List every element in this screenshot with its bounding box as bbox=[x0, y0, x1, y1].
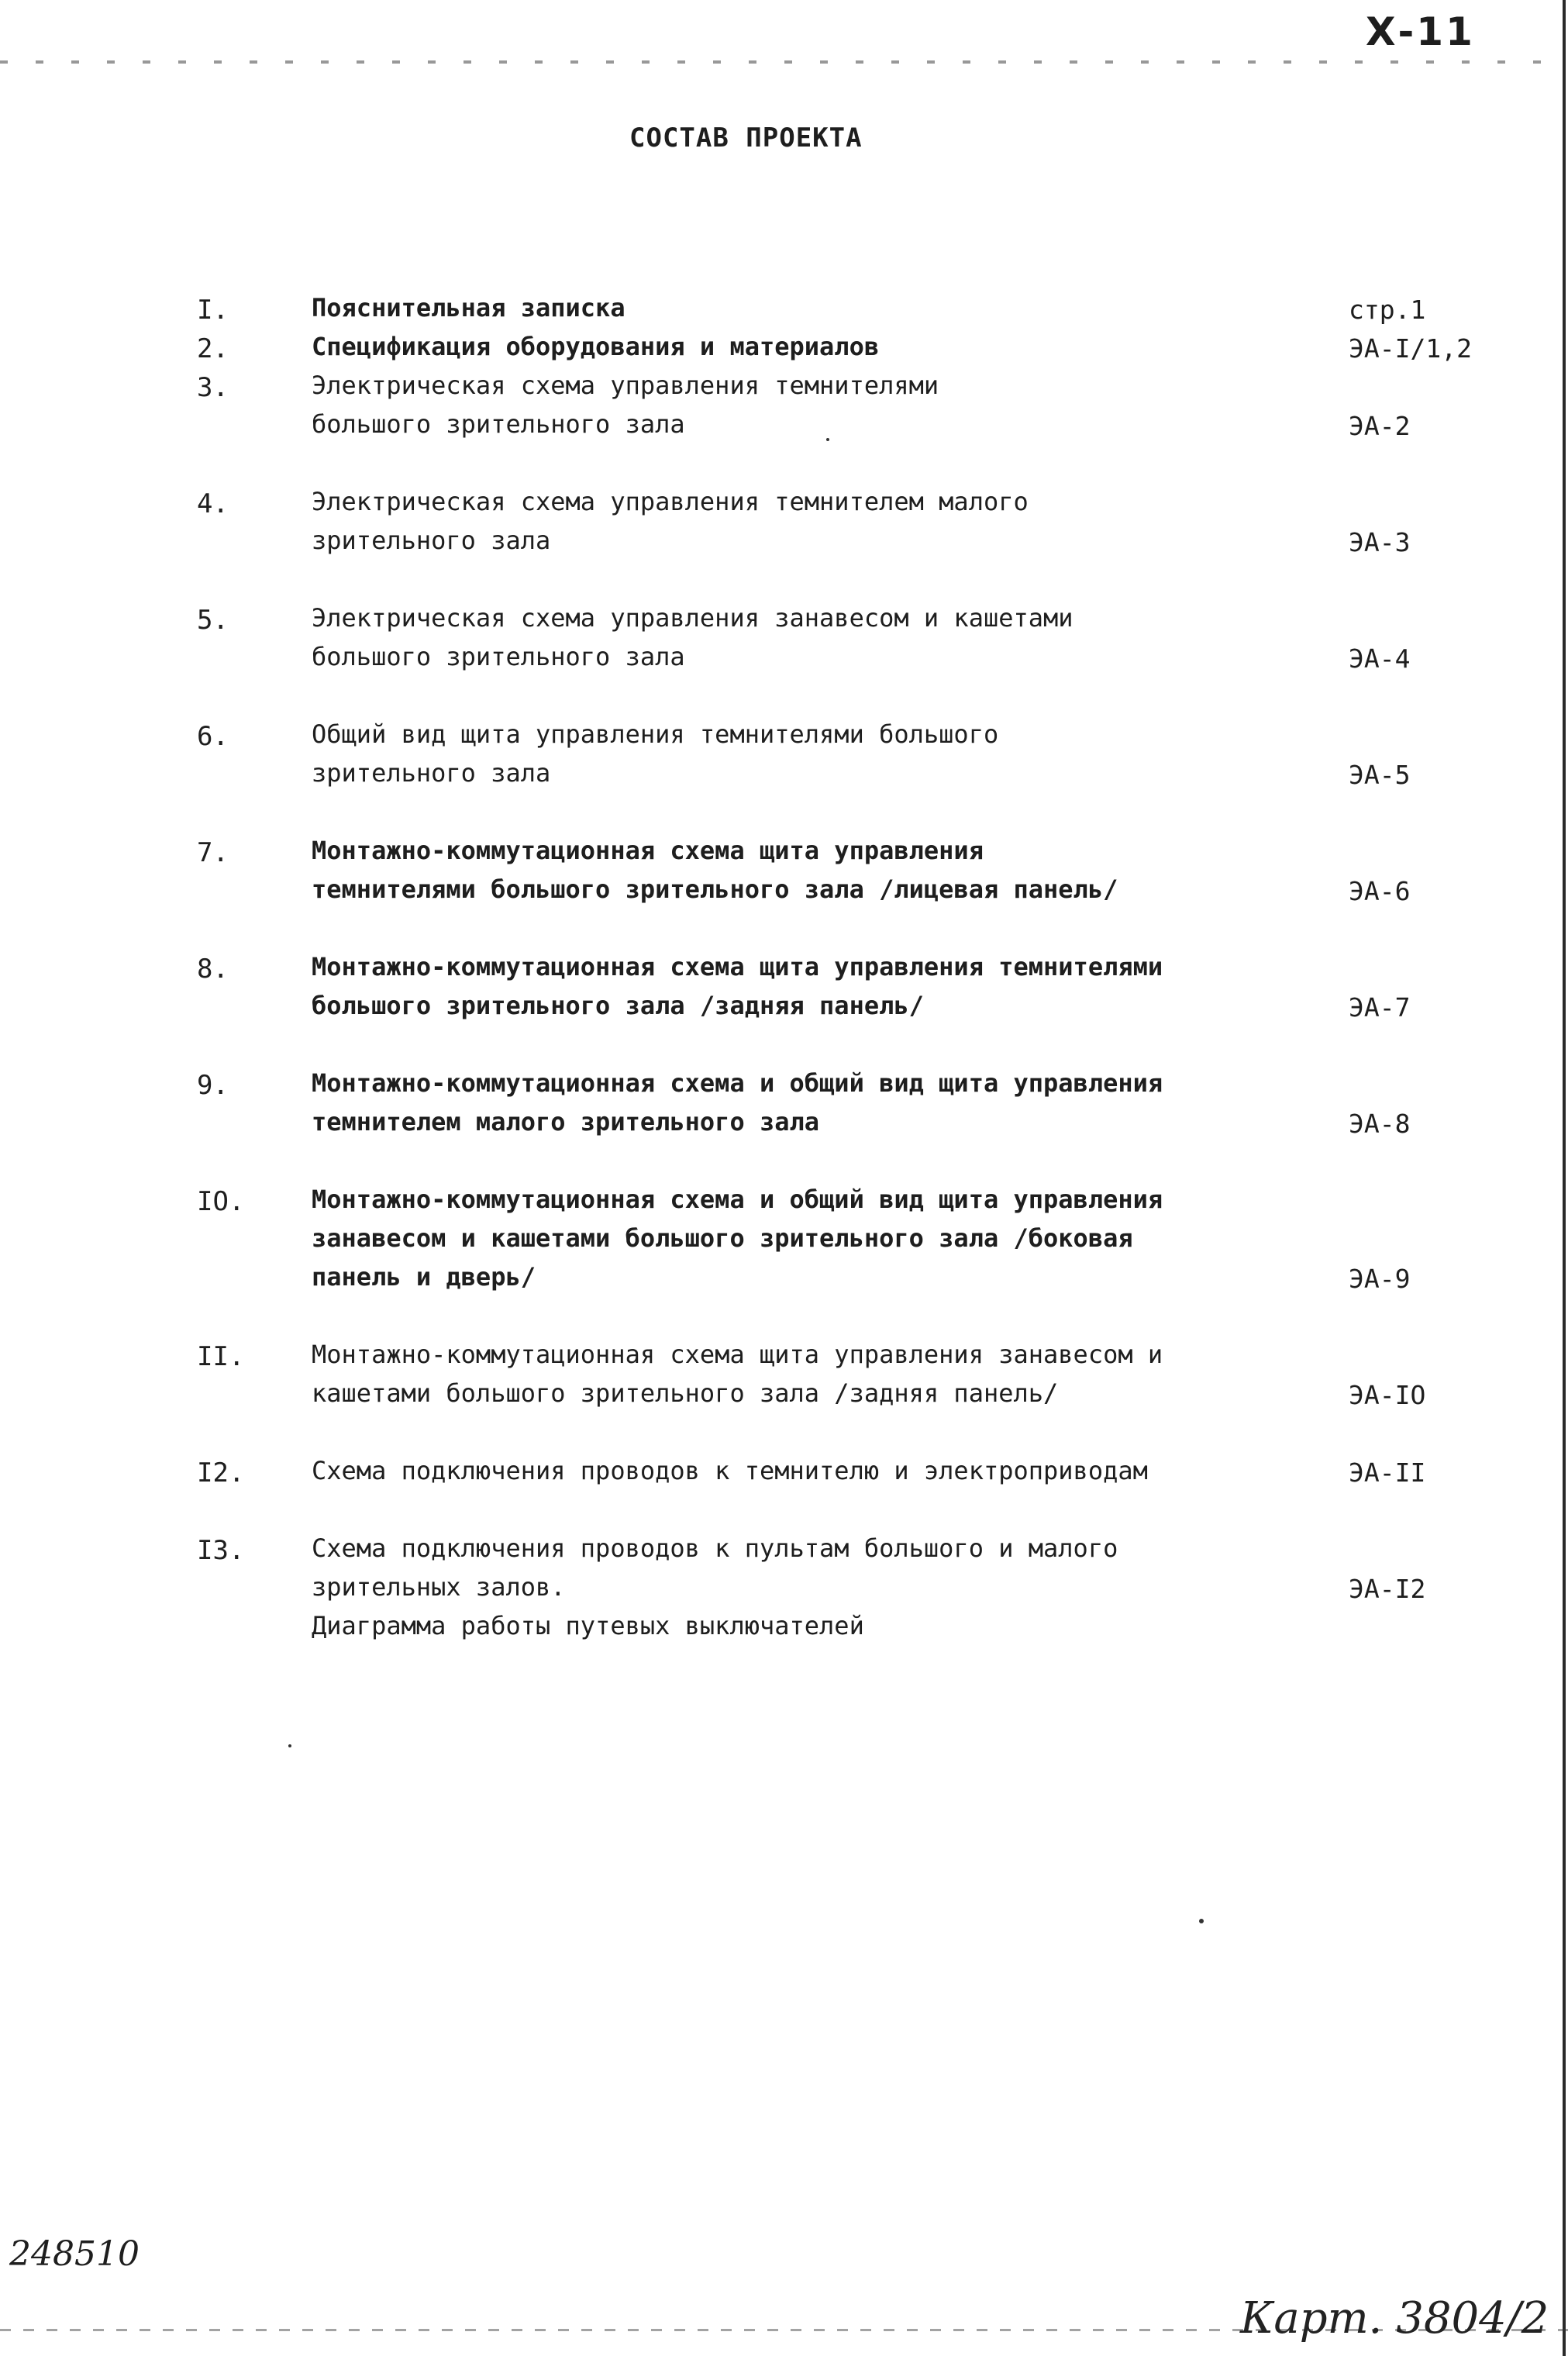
item-sheet-code: ЭА-7 bbox=[1349, 992, 1411, 1023]
item-text-line: Электрическая схема управления занавесом и кашетами bbox=[312, 603, 1073, 633]
item-sheet-code: ЭА-IO bbox=[1349, 1380, 1426, 1410]
scan-speck bbox=[1199, 1919, 1204, 1923]
item-text-line: темнителем малого зрительного зала bbox=[312, 1107, 820, 1137]
item-text-line: панель и дверь/ bbox=[312, 1262, 536, 1292]
item-number: 5. bbox=[197, 605, 229, 636]
item-sheet-code: ЭА-6 bbox=[1349, 876, 1411, 906]
item-sheet-code: ЭА-5 bbox=[1349, 760, 1411, 790]
item-text-line: Монтажно-коммутационная схема и общий вид щита управления bbox=[312, 1185, 1163, 1214]
item-number: 2. bbox=[197, 333, 229, 364]
scan-speck bbox=[288, 1744, 291, 1747]
item-text-line: зрительного зала bbox=[312, 758, 551, 788]
item-sheet-code: ЭА-8 bbox=[1349, 1109, 1411, 1139]
top-dashed-line bbox=[0, 60, 1568, 64]
item-text-line: Монтажно-коммутационная схема и общий вид щита управления bbox=[312, 1068, 1163, 1098]
item-text-line: Спецификация оборудования и материалов bbox=[312, 332, 880, 361]
item-sheet-code: ЭА-I2 bbox=[1349, 1574, 1426, 1604]
item-sheet-code: ЭА-I/1,2 bbox=[1349, 333, 1472, 364]
page-border-right bbox=[1563, 0, 1566, 2356]
item-text-line: Электрическая схема управления темнителем малого bbox=[312, 487, 1029, 516]
item-text-line: Схема подключения проводов к пультам большого и малого bbox=[312, 1533, 1118, 1563]
item-number: I. bbox=[197, 295, 229, 326]
item-number: 8. bbox=[197, 954, 229, 985]
item-sheet-code: стр.1 bbox=[1349, 295, 1426, 325]
item-number: I2. bbox=[197, 1457, 245, 1488]
sheet-number: Х-11 bbox=[1366, 9, 1475, 54]
item-text-line: большого зрительного зала bbox=[312, 409, 685, 439]
item-number: 4. bbox=[197, 488, 229, 519]
item-number: 9. bbox=[197, 1070, 229, 1101]
item-text-line: зрительных залов. bbox=[312, 1572, 566, 1602]
item-sheet-code: ЭА-II bbox=[1349, 1457, 1426, 1488]
item-text-line: Пояснительная записка bbox=[312, 293, 625, 323]
item-number: IO. bbox=[197, 1186, 245, 1217]
item-text-line: Общий вид щита управления темнителями большого bbox=[312, 719, 999, 749]
card-note: Карт. 3804/2 bbox=[1240, 2293, 1549, 2344]
item-text-line: зрительного зала bbox=[312, 526, 551, 555]
item-number: I3. bbox=[197, 1535, 245, 1566]
scan-speck bbox=[826, 438, 829, 441]
item-number: 7. bbox=[197, 837, 229, 868]
item-text-line: Диаграмма работы путевых выключателей bbox=[312, 1611, 864, 1640]
item-text-line: Электрическая схема управления темнителями bbox=[312, 371, 939, 400]
item-text-line: большого зрительного зала /задняя панель/ bbox=[312, 991, 924, 1020]
item-text-line: темнителями большого зрительного зала /лицевая панель/ bbox=[312, 874, 1118, 904]
item-text-line: Схема подключения проводов к темнителю и электроприводам bbox=[312, 1456, 1148, 1485]
item-number: 6. bbox=[197, 721, 229, 752]
item-sheet-code: ЭА-4 bbox=[1349, 643, 1411, 674]
item-text-line: Монтажно-коммутационная схема щита управления bbox=[312, 836, 984, 865]
item-text-line: кашетами большого зрительного зала /задняя панель/ bbox=[312, 1378, 1059, 1408]
item-sheet-code: ЭА-9 bbox=[1349, 1264, 1411, 1294]
item-sheet-code: ЭА-2 bbox=[1349, 411, 1411, 441]
item-text-line: Монтажно-коммутационная схема щита управления темнителями bbox=[312, 952, 1163, 981]
item-text-line: занавесом и кашетами большого зрительного зала /боковая bbox=[312, 1223, 1133, 1253]
item-number: 3. bbox=[197, 372, 229, 403]
item-sheet-code: ЭА-3 bbox=[1349, 527, 1411, 557]
inventory-number: 248510 bbox=[9, 2234, 140, 2274]
item-text-line: Монтажно-коммутационная схема щита управления занавесом и bbox=[312, 1340, 1163, 1369]
page-title: СОСТАВ ПРОЕКТА bbox=[629, 122, 863, 154]
item-number: II. bbox=[197, 1341, 245, 1372]
item-text-line: большого зрительного зала bbox=[312, 642, 685, 671]
